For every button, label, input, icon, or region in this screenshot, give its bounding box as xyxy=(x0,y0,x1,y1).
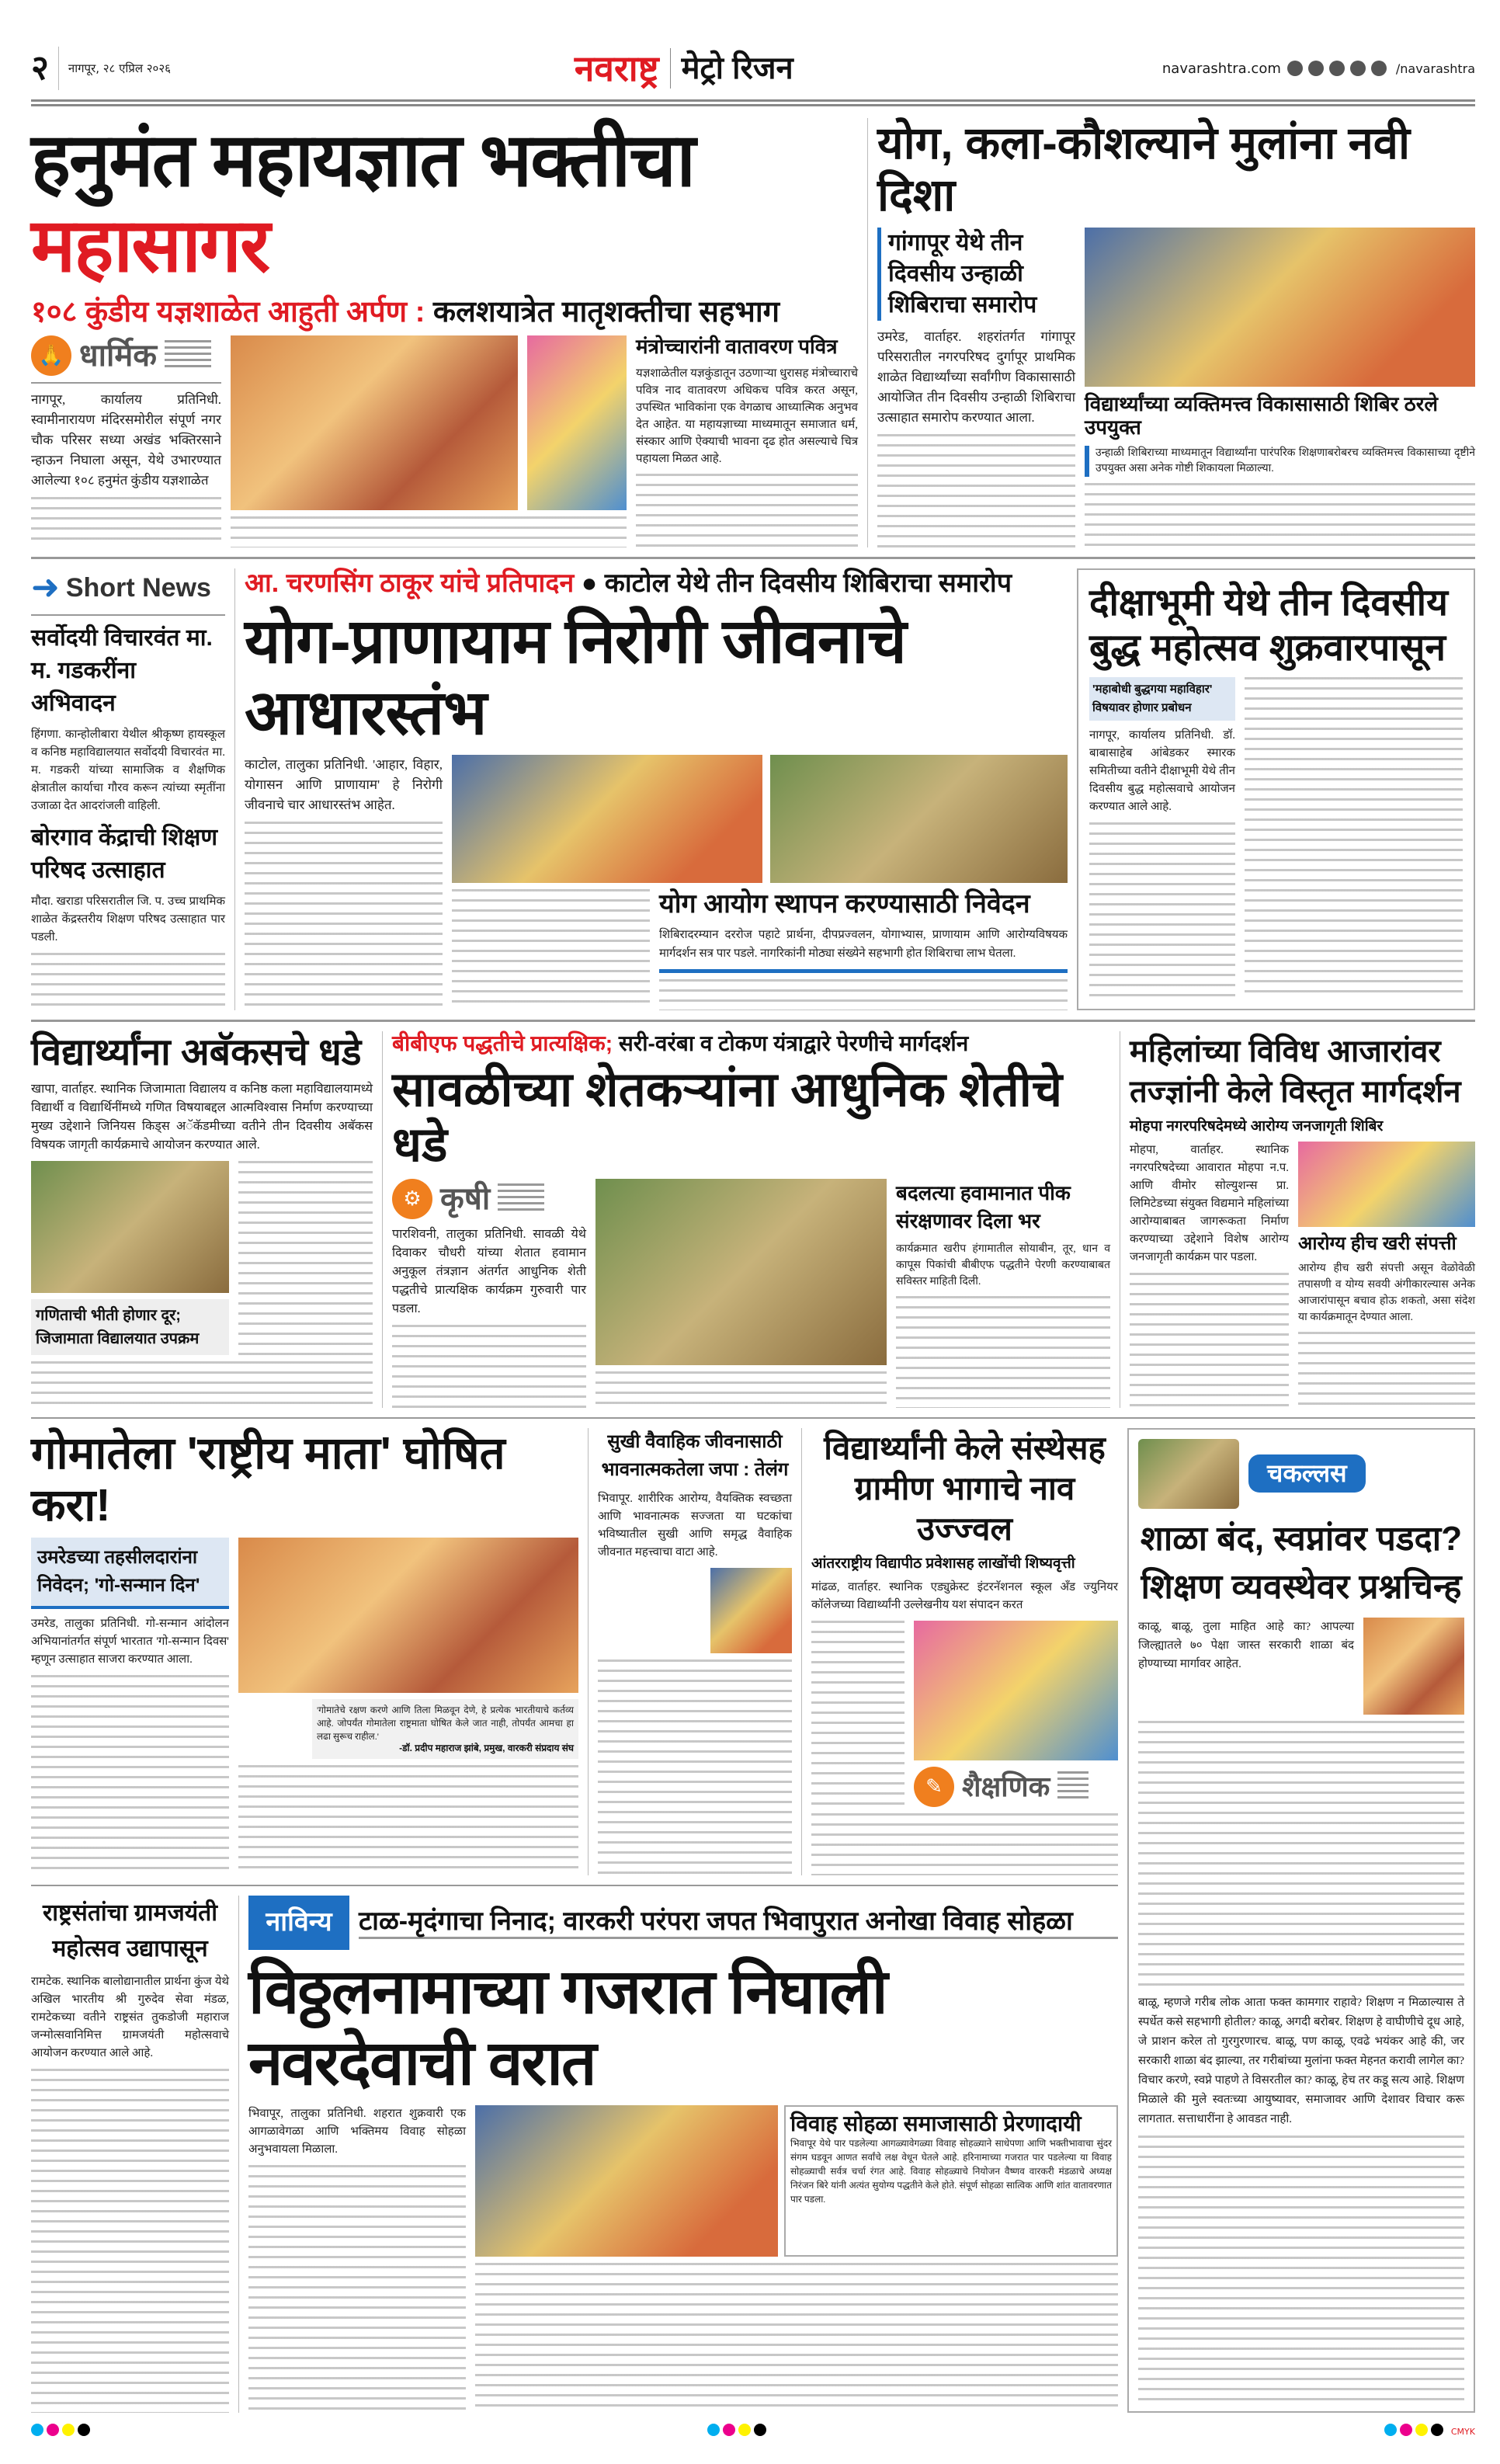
registration-dots-left xyxy=(31,2424,93,2439)
yoga-camp-story xyxy=(877,118,1475,547)
yoga-pranayam-story xyxy=(245,568,1068,1010)
buddha-body: नागपूर, कार्यालय प्रतिनिधी. डॉ. बाबासाहेब आंबेडकर स्मारक समितीच्या वतीने दीक्षाभूमी येथे तीन दिवसीय बुद्ध महोत्सवाचे आयोजन करण्यात आले आहे. xyxy=(1089,729,1235,814)
yoga-camp-sub: गांगापूर येथे तीन दिवसीय उन्हाळी शिबिराचा समारोप xyxy=(877,228,1075,321)
text-column xyxy=(1138,1721,1464,1987)
cartoon-chain-illustration xyxy=(1138,1439,1239,1509)
social-handle: /navarashtra xyxy=(1395,61,1475,76)
students-photo xyxy=(914,1621,1118,1760)
students-body: मांढळ, वार्ताहर. स्थानिक एड्युक्रेस्ट इंटरनॅशनल स्कूल अँड ज्युनियर कॉलेजच्या विद्यार्थ्यांनी उल्लेखनीय यश संपादन करत xyxy=(811,1580,1118,1611)
speaker-photo xyxy=(710,1568,792,1653)
farming-kicker: बीबीएफ पद्धतीचे प्रात्यक्षिक; सरी-वरंबा व टोकण यंत्राद्वारे पेरणीचे मार्गदर्शन xyxy=(392,1030,969,1055)
text-column xyxy=(877,434,1075,547)
header-rule xyxy=(31,99,1475,109)
section-dharmik: 🙏 धार्मिक xyxy=(31,335,221,376)
text-column xyxy=(452,889,650,1010)
students-story xyxy=(811,1428,1118,1875)
camp-quote: उन्हाळी शिबिराच्या माध्यमातून विद्यार्थ्यांना पारंपरिक शिक्षणाबरोबरच व्यक्तिमत्त्व विकासाच्या दृष्टीने उपयुक्त असा अनेक गोष्टी शिकायला मिळाल्या. xyxy=(1085,446,1475,477)
buddha-subbox: 'महाबोधी बुद्धगया महाविहार' विषयावर होणार प्रबोधन xyxy=(1089,677,1235,721)
gear-icon: ⚙ xyxy=(392,1179,432,1219)
linkedin-icon[interactable] xyxy=(1371,61,1387,76)
yoga-practice-photo xyxy=(770,755,1068,883)
yoga-pranayam-headline: योग-प्राणायाम निरोगी जीवनाचे आधारस्तंभ xyxy=(245,606,906,747)
farming-body: पारशिवनी, तालुका प्रतिनिधी. सावळी येथे दिवाकर चौधरी यांच्या शेतात हवामान अनुकूल तंत्रज्ञान अंतर्गत आधुनिक शेती पद्धतीचे प्रात्यक्षिक कार्यक्रम गुरुवारी पार पडला. xyxy=(392,1228,586,1316)
health-camp-photo xyxy=(1298,1142,1475,1227)
section-krushi: ⚙ कृषी xyxy=(392,1179,586,1219)
lead-body: नागपूर, कार्यालय प्रतिनिधी. स्वामीनारायण मंदिरसमोरील संपूर्ण नगर चौक परिसर सध्या अखंड भक्तिरसाने न्हाऊन निघाला असून, येथे उभारण्यात आलेल्या १०८ हनुमंत कुंडीय यज्ञशाळेत xyxy=(31,392,221,488)
gramjayanti-body: रामटेक. स्थानिक बालोद्यानातील प्रार्थना कुंज येथे अखिल भारतीय श्री गुरुदेव सेवा मंडळ, रामटेकच्या वतीने राष्ट्रसंत तुकडोजी महाराज जन्मोत्सवानिमित्त ग्रामजयंती महोत्सवाचे आयोजन करण्यात आले आहे. xyxy=(31,1975,229,2059)
students-headline: विद्यार्थ्यांनी केले संस्थेसह ग्रामीण भागाचे नाव उज्ज्वल xyxy=(824,1429,1106,1547)
page-footer xyxy=(31,2422,1475,2441)
masthead-logo: नवराष्ट्र xyxy=(574,47,659,89)
text-column xyxy=(811,1621,905,1807)
chaklas-headline: शाळा बंद, स्वप्नांवर पडदा? शिक्षण व्यवस्थेवर प्रश्नचिन्ह xyxy=(1140,1519,1463,1606)
text-column xyxy=(636,474,858,547)
x-icon[interactable] xyxy=(1329,61,1345,76)
text-column xyxy=(1245,677,1463,997)
side-headline: मंत्रोच्चारांनी वातावरण पवित्र xyxy=(636,335,838,359)
women-health-sub: मोहपा नगरपरिषदेमध्ये आरोग्य जनजागृती शिबिर xyxy=(1130,1117,1384,1135)
lead-story xyxy=(31,118,858,547)
lead-headline: हनुमंत महायज्ञात भक्तीचा महासागर xyxy=(31,119,695,288)
lead-subheadline: १०८ कुंडीय यज्ञशाळेत आहुती अर्पण : कलशयात्रेत मातृशक्तीचा सहभाग xyxy=(31,295,780,328)
edition-name: मेट्रो रिजन xyxy=(681,50,793,85)
text-column xyxy=(598,1659,792,1875)
registration-dots-center xyxy=(707,2424,769,2439)
women-health-body: मोहपा, वार्ताहर. स्थानिक नगरपरिषदेच्या आवारात मोहपा न.प. आणि वीमोर सोल्युशन्स प्रा. लिमिटेडच्या संयुक्त विद्यमाने महिलांच्या आरोग्याबाबत जागरूकता निर्माण करण्याच्या उद्देशाने विशेष आरोग्य जनजागृती कार्यक्रम पार पडला. xyxy=(1130,1143,1289,1263)
lead-text-columns xyxy=(231,516,627,547)
gramjayanti-story xyxy=(31,1896,229,2413)
book-icon: ✎ xyxy=(914,1767,954,1807)
wedding-procession-photo xyxy=(475,2105,778,2257)
wedding-story xyxy=(248,1896,1118,2413)
students-sub: आंतरराष्ट्रीय विद्यापीठ प्रवेशासह लाखोंची शिष्यवृत्ती xyxy=(811,1555,1075,1572)
yoga-camp-text-columns xyxy=(1085,483,1475,547)
summer-camp-photo xyxy=(1085,228,1475,387)
yoga-event-photo xyxy=(452,755,762,883)
wedding-body: भिवापूर, तालुका प्रतिनिधी. शहरात शुक्रवारी एक आगळावेगळा आणि भक्तिमय विवाह सोहळा अनुभवायला मिळाला. xyxy=(248,2107,466,2156)
yoga-commission-headline: योग आयोग स्थापन करण्यासाठी निवेदन xyxy=(659,888,1030,919)
dateline: नागपूर, २८ एप्रिल २०२६ xyxy=(68,61,171,75)
text-column xyxy=(811,1813,1118,1875)
section-shaikshanik: ✎ शैक्षणिक xyxy=(914,1767,1118,1807)
text-column xyxy=(659,979,1068,1010)
farming-side-body: कार्यक्रमात खरीप हंगामातील सोयाबीन, तूर, धान व कापूस पिकांची बीबीएफ पद्धतीने पेरणी करण्याबाबत सविस्तर माहिती दिली. xyxy=(896,1243,1110,1288)
wedding-side-box: विवाह सोहळा समाजासाठी प्रेरणादायी भिवापूर येथे पार पडलेल्या आगळ्यावेगळ्या विवाह सोहळ्याने साधेपणा आणि भक्तीभावाचा सुंदर संगम घडवून आणत सर्वांचे लक्ष वेधून घेतले आहे. हरिनामाच्या गजरात पार पडलेल्या या विवाह सोहळ्याची सर्वत्र चर्चा रंगत आहे. विवाह सोहळ्याचे नियोजन वैष्णव वारकरी मंडळाचे अध्यक्ष निरंजन बिरे यांनी अत्यंत सुयोग्य पद्धतीने केले होते. संपूर्ण सोहळा सात्विक आणि शांत वातावरणात पार पडला. xyxy=(784,2105,1118,2257)
side-body: यज्ञशाळेतील यज्ञकुंडातून उठणाऱ्या धुरासह मंत्रोच्चाराचे पवित्र नाद वातावरण अधिकच पवित्र करत असून, उपस्थित भाविकांना एक वेगळाच आध्यात्मिक अनुभव देत आहेत. या महायज्ञाच्या माध्यमातून समाजात धर्म, संस्कार आणि ऐक्याची भावना दृढ होत असल्याचे चित्र पहायला मिळत आहे. xyxy=(636,367,859,466)
yajna-photo xyxy=(231,335,518,510)
instagram-icon[interactable] xyxy=(1308,61,1324,76)
text-column xyxy=(238,1765,578,1875)
health-side-body: आरोग्य हीच खरी संपत्ती असून वेळोवेळी तपासणी व योग्य सवयी अंगीकारल्यास अनेक आजारांपासून बचाव होऊ शकतो, असा संदेश या कार्यक्रमातून देण्यात आला. xyxy=(1298,1263,1475,1324)
chaklas-box xyxy=(1127,1428,1475,2413)
praying-hands-icon: 🙏 xyxy=(31,335,71,376)
photo-caption: विद्यार्थ्यांच्या व्यक्तिमत्त्व विकासासाठी शिबिर ठरले उपयुक्त xyxy=(1085,392,1439,440)
short-news-body-2: मौदा. खराडा परिसरातील जि. प. उच्च प्राथमिक शाळेत केंद्रस्तरीय शिक्षण परिषद उत्साहात पार पडली. xyxy=(31,895,225,944)
text-column xyxy=(245,822,443,1010)
website-link[interactable]: navarashtra.com xyxy=(1161,60,1281,77)
yoga-pranayam-kicker: आ. चरणसिंग ठाकूर यांचे प्रतिपादन ● काटोल येथे तीन दिवसीय शिबिराचा समारोप xyxy=(245,568,1012,599)
arrow-icon: ➜ xyxy=(31,568,60,607)
abacus-photo-caption: गणिताची भीती होणार दूर; जिजामाता विद्यालयात उपक्रम xyxy=(31,1299,229,1355)
gomata-memorandum-photo xyxy=(238,1538,578,1693)
text-column xyxy=(1130,1273,1289,1408)
buddha-headline: दीक्षाभूमी येथे तीन दिवसीय बुद्ध महोत्सव शुक्रवारपासून xyxy=(1089,582,1448,669)
text-column xyxy=(31,1675,229,1875)
abacus-classroom-photo xyxy=(31,1161,229,1293)
chaklas-body-1: काळू, बाळू, तुला माहित आहे का? आपल्या जिल्ह्यातले ७० पेक्षा जास्त सरकारी शाळा बंद होण्याच्या मार्गावर आहेत. xyxy=(1138,1620,1354,1670)
text-column xyxy=(896,1296,1110,1407)
text-column xyxy=(238,1161,373,1355)
cmyk-mark: CMYK xyxy=(1450,2426,1475,2437)
text-column xyxy=(248,2165,466,2413)
facebook-icon[interactable] xyxy=(1287,61,1303,76)
health-side-headline: आरोग्य हीच खरी संपत्ती xyxy=(1298,1232,1457,1254)
text-column xyxy=(31,953,225,1010)
navinya-tag: नाविन्य xyxy=(248,1896,349,1950)
farm-demo-photo xyxy=(595,1179,887,1365)
text-column xyxy=(392,1325,586,1407)
wedding-kicker: टाळ-मृदंगाचा निनाद; वारकरी परंपरा जपत भिवापुरात अनोखा विवाह सोहळा xyxy=(359,1906,1118,1939)
gomata-headline: गोमातेला 'राष्ट्रीय माता' घोषित करा! xyxy=(31,1427,505,1531)
gomata-story xyxy=(31,1428,578,1875)
farming-side-headline: बदलत्या हवामानात पीक संरक्षणावर दिला भर xyxy=(896,1181,1071,1233)
short-news xyxy=(31,568,225,1010)
page-number: २ xyxy=(31,48,49,87)
marriage-talk-story xyxy=(598,1428,792,1875)
text-column xyxy=(31,1361,373,1408)
abacus-story xyxy=(31,1031,373,1408)
short-news-body-1: हिंगणा. कान्होलीबारा येथील श्रीकृष्ण हायस्कूल व कनिष्ठ महाविद्यालयात सर्वोदयी विचारवंत मा. म. गडकरी यांच्या सामाजिक व शैक्षणिक क्षेत्रातील कार्याचा गौरव करून त्यांच्या स्मृतींना उजाळा देत आदरांजली वाहिली. xyxy=(31,728,225,813)
youtube-icon[interactable] xyxy=(1350,61,1366,76)
gomata-subbox: उमरेडच्या तहसीलदारांना निवेदन; 'गो-सन्मान दिन' xyxy=(31,1538,229,1609)
text-column xyxy=(1089,822,1235,997)
women-health-story xyxy=(1130,1031,1475,1408)
header-right xyxy=(1162,61,1475,77)
abacus-body: खापा, वार्ताहर. स्थानिक जिजामाता विद्यालय व कनिष्ठ कला महाविद्यालयामध्ये विद्यार्थी व विद्यार्थिनींमध्ये गणित विषयाबद्दल आत्मविश्वास निर्माण करण्याच्या मुख्य उद्देशाने जिनियस किड्स अॅकॅडमीच्या वतीने तीन दिवसीय अबॅकस विषयक जागृती कार्यक्रमाचे आयोजन करण्यात आले. xyxy=(31,1082,373,1152)
cartoon-illustration xyxy=(1363,1618,1464,1715)
masthead xyxy=(575,48,1153,89)
wedding-headline: विठ्ठलनामाच्या गजरात निघाली नवरदेवाची वरात xyxy=(248,1956,887,2097)
short-news-headline-2: बोरगाव केंद्राची शिक्षण परिषद उत्साहात xyxy=(31,825,218,884)
yoga-pranayam-body: काटोल, तालुका प्रतिनिधी. 'आहार, विहार, योगासन आणि प्राणायाम' हे निरोगी जीवनाचे चार आधारस्तंभ आहेत. xyxy=(245,756,443,812)
page-header xyxy=(31,47,1475,90)
women-health-headline: महिलांच्या विविध आजारांवर तज्ज्ञांनी केले विस्तृत मार्गदर्शन xyxy=(1130,1034,1461,1109)
marriage-talk-headline: सुखी वैवाहिक जीवनासाठी भावनात्मकतेला जपा : तेलंग xyxy=(601,1430,789,1480)
yoga-camp-headline: योग, कला-कौशल्याने मुलांना नवी दिशा xyxy=(877,118,1411,221)
yoga-commission-body: शिबिरादरम्यान दररोज पहाटे प्रार्थना, दीपप्रज्वलन, योगाभ्यास, प्राणायाम आणि आरोग्यविषयक मार्गदर्शन सत्र पार पडले. नागरिकांनी मोठ्या संख्येने सहभागी होत शिबिराचा लाभ घेतला. xyxy=(659,928,1068,960)
text-column xyxy=(475,2263,1118,2413)
marriage-talk-body: भिवापूर. शारीरिक आरोग्य, वैयक्तिक स्वच्छता आणि भावनात्मक सज्जता या घटकांचा भविष्यातील सुखी आणि समृद्ध वैवाहिक जीवनात महत्त्वाचा वाटा आहे. xyxy=(598,1492,792,1559)
short-news-label: ➜ Short News xyxy=(31,568,211,607)
farming-story xyxy=(392,1031,1110,1408)
buddha-box xyxy=(1077,568,1475,1010)
text-column xyxy=(595,1371,887,1407)
abacus-headline: विद्यार्थ्यांना अबॅकसचे धडे xyxy=(31,1031,362,1073)
kalash-yatra-photo xyxy=(527,335,627,510)
social-icons xyxy=(1287,61,1390,76)
chaklas-body-2: बाळू, म्हणजे गरीब लोक आता फक्त कामगार राहावे? शिक्षण न मिळाल्यास ते स्पर्धेत कसे सहभागी होतील? काळू, अगदी बरोबर. शिक्षण हे वाघीणीचे दूध आहे, जे प्राशन करेल तो गुरगुरणारच. बाळू, पण काळू, एवढे भयंकर आहे की, जर सरकारी शाळा बंद झाल्या, तर गरीबांच्या मुलांना फक्त मेहनत करावी लागेल का? विचार करणे, स्वप्ने पाहणे ते विसरतील का? काळू, हेच तर कडू सत्य आहे. शिक्षण मिळाले की मुले स्वतःच्या आयुष्यावर, समाजावर आणि देशावर विचार करू लागतात. सत्ताधारींना हे आवडत नाही. xyxy=(1138,1996,1464,2125)
text-column xyxy=(1138,2136,1464,2402)
text-column xyxy=(31,2069,229,2413)
gomata-quote-box: 'गोमातेचे रक्षण करणे आणि तिला मिळवून देणे, हे प्रत्येक भारतीयाचे कर्तव्य आहे. जोपर्यंत गोमातेला राष्ट्रमाता घोषित केले जात नाही, तोपर्यंत आमचा हा लढा सुरूच राहील.' -डॉ. प्रदीप महाराज झांबे, प्रमुख, वारकरी संप्रदाय संघ xyxy=(312,1699,578,1759)
text-column xyxy=(1298,1332,1475,1408)
farming-headline: सावळीच्या शेतकऱ्यांना आधुनिक शेतीचे धडे xyxy=(392,1062,1063,1173)
gramjayanti-headline: राष्ट्रसंतांचा ग्रामजयंती महोत्सव उद्यापासून xyxy=(42,1899,218,1962)
short-news-headline-1: सर्वोदयी विचारवंत मा. म. गडकरींना अभिवादन xyxy=(31,625,213,717)
registration-dots-right xyxy=(1384,2424,1446,2439)
text-column xyxy=(31,497,221,547)
chaklas-label: चकल्लस xyxy=(1248,1454,1366,1493)
gomata-body: उमरेड, तालुका प्रतिनिधी. गो-सन्मान आंदोलन अभियानांतर्गत संपूर्ण भारतात 'गो-सन्मान दिवस' म्हणून उत्साहात साजरा करण्यात आला. xyxy=(31,1618,229,1666)
yoga-camp-body: उमरेड, वार्ताहर. शहरांतर्गत गांगापूर परिसरातील नगरपरिषद दुर्गापूर प्राथमिक शाळेत विद्यार्थ्यांच्या सर्वांगीण विकासासाठी आयोजित तीन दिवसीय उन्हाळी शिबिराचा उत्साहात समारोप करण्यात आला. xyxy=(877,329,1075,426)
